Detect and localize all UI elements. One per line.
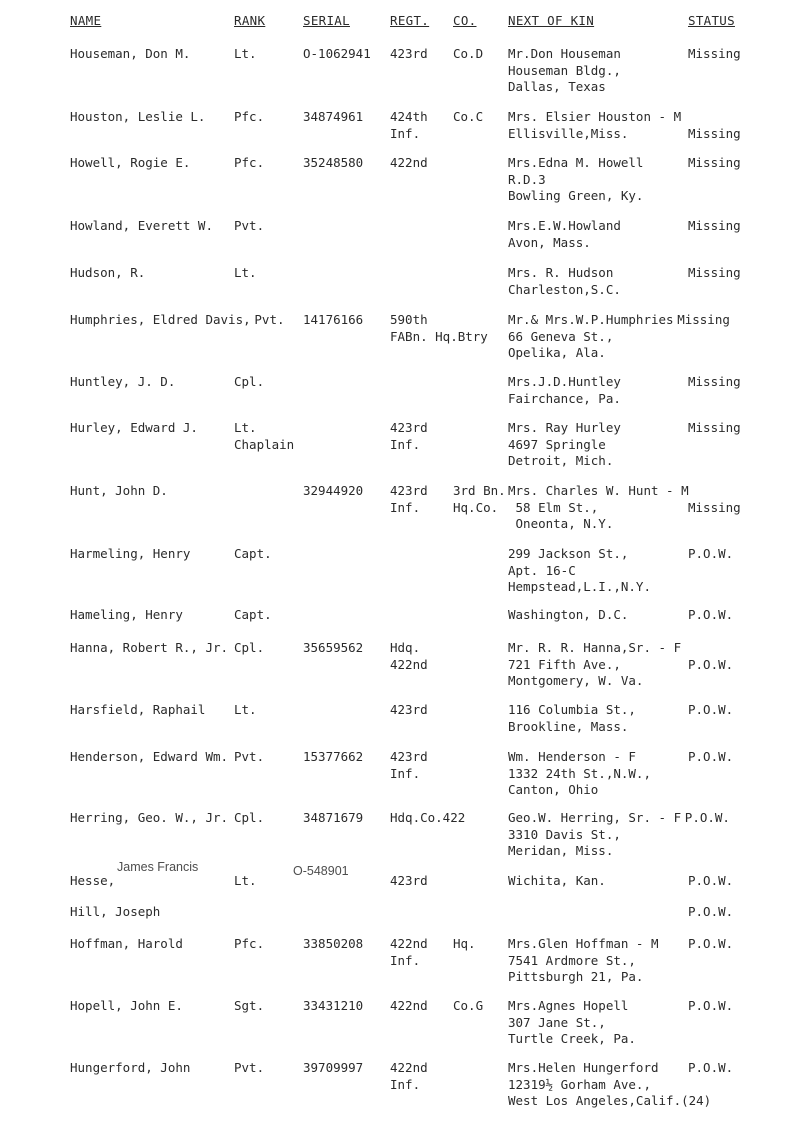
status-line: P.O.W. bbox=[688, 656, 734, 672]
kin-line: 4697 Springle bbox=[508, 436, 606, 452]
rank-line: Pvt. bbox=[254, 312, 285, 327]
cell-status bbox=[688, 374, 741, 391]
status-line: Missing bbox=[688, 374, 741, 389]
kin-line: Montgomery, W. Va. bbox=[508, 673, 644, 688]
rank-line: Pvt. bbox=[234, 1060, 265, 1075]
kin-line: Pittsburgh 21, Pa. bbox=[508, 969, 644, 984]
cell-status bbox=[688, 702, 733, 719]
cell-regt bbox=[390, 998, 428, 1015]
cell-name: Howland, Everett W. bbox=[70, 218, 213, 233]
cell-rank bbox=[234, 873, 257, 890]
status-line: P.O.W. bbox=[684, 810, 730, 825]
cell-status bbox=[688, 155, 741, 172]
cell-serial: 35659562 bbox=[303, 640, 364, 655]
kin-line: Dallas, Texas bbox=[508, 79, 606, 94]
cell-name: Houston, Leslie L. bbox=[70, 109, 206, 124]
cell-serial: 34874961 bbox=[303, 109, 364, 124]
kin-line: Oneonta, N.Y. bbox=[508, 516, 614, 531]
rank-line: Lt. bbox=[234, 46, 257, 61]
kin-line: Mrs.Helen Hungerford bbox=[508, 1060, 659, 1075]
cell-serial: 33850208 bbox=[303, 936, 364, 951]
cell-co bbox=[453, 998, 483, 1015]
kin-line: Mrs. Charles W. Hunt - M bbox=[508, 483, 689, 498]
kin-line: 721 Fifth Ave., bbox=[508, 656, 621, 672]
regt-line: Inf. bbox=[390, 952, 421, 968]
kin-line: Canton, Ohio bbox=[508, 782, 599, 797]
status-line bbox=[688, 109, 741, 126]
rank-line: Pfc. bbox=[234, 936, 265, 951]
status-line: P.O.W. bbox=[688, 749, 734, 764]
kin-line: 66 Geneva St., bbox=[508, 328, 614, 344]
kin-line: Apt. 16-C bbox=[508, 562, 576, 578]
cell-serial: 32944920 bbox=[303, 483, 364, 498]
handwritten-serial: O-548901 bbox=[293, 864, 349, 878]
cell-kin bbox=[508, 702, 636, 735]
cell-kin bbox=[508, 936, 659, 986]
regt-line: Inf. bbox=[390, 499, 421, 515]
kin-line: Opelika, Ala. bbox=[508, 345, 606, 360]
kin-line: Brookline, Mass. bbox=[508, 718, 629, 734]
cell-status bbox=[677, 312, 730, 329]
cell-serial: 39709997 bbox=[303, 1060, 364, 1075]
cell-status bbox=[688, 218, 741, 235]
rank-line: Chaplain bbox=[234, 436, 295, 452]
cell-serial: 14176166 bbox=[303, 312, 364, 327]
cell-kin bbox=[508, 607, 628, 624]
cell-regt bbox=[390, 810, 465, 827]
kin-line: Wm. Henderson - F bbox=[508, 749, 636, 764]
cell-status bbox=[688, 46, 741, 63]
cell-kin bbox=[508, 873, 606, 890]
rank-line: Cpl. bbox=[234, 374, 265, 389]
cell-status bbox=[688, 749, 733, 766]
regt-line: Inf. bbox=[390, 436, 421, 452]
cell-status bbox=[688, 607, 733, 624]
cell-regt bbox=[390, 312, 488, 345]
kin-line: Wichita, Kan. bbox=[508, 873, 606, 888]
regt-line: FABn. Hq.Btry bbox=[390, 328, 488, 344]
rank-line: Lt. bbox=[234, 702, 257, 717]
status-line: Missing bbox=[677, 312, 730, 327]
header-rank: RANK bbox=[234, 13, 266, 28]
cell-status bbox=[688, 873, 733, 890]
status-line: Missing bbox=[688, 420, 741, 435]
regt-line: 423rd bbox=[390, 749, 428, 764]
kin-line: Mrs.J.D.Huntley bbox=[508, 374, 621, 389]
kin-line: Mrs. R. Hudson bbox=[508, 265, 614, 280]
cell-regt bbox=[390, 936, 428, 969]
cell-name: Hanna, Robert R., Jr. bbox=[70, 640, 229, 655]
regt-line: 424th bbox=[390, 109, 428, 124]
cell-rank bbox=[234, 265, 257, 282]
status-line: P.O.W. bbox=[688, 873, 734, 888]
co-line: Hq.Co. bbox=[453, 499, 499, 515]
kin-line: Mrs.Glen Hoffman - M bbox=[508, 936, 659, 951]
status-line: P.O.W. bbox=[688, 904, 734, 919]
kin-line: 58 Elm St., bbox=[508, 499, 599, 515]
cell-name: Hurley, Edward J. bbox=[70, 420, 198, 435]
cell-status bbox=[688, 998, 733, 1015]
regt-line: 423rd bbox=[390, 483, 428, 498]
co-line: Co.C bbox=[453, 109, 484, 124]
cell-regt bbox=[390, 702, 428, 719]
kin-line: Bowling Green, Ky. bbox=[508, 188, 644, 203]
status-line: Missing bbox=[688, 265, 741, 280]
kin-line: Mr.Don Houseman bbox=[508, 46, 621, 61]
regt-line: Hdq.Co.422 bbox=[390, 810, 466, 825]
cell-regt bbox=[390, 420, 428, 453]
cell-kin bbox=[508, 109, 681, 142]
kin-line: Mrs. Ray Hurley bbox=[508, 420, 621, 435]
status-line: P.O.W. bbox=[688, 936, 734, 951]
cell-regt bbox=[390, 155, 428, 172]
cell-co bbox=[453, 109, 483, 126]
cell-status bbox=[688, 420, 741, 437]
cell-kin bbox=[508, 218, 621, 251]
regt-line: 423rd bbox=[390, 873, 428, 888]
rank-line: Cpl. bbox=[234, 810, 265, 825]
cell-status bbox=[685, 810, 730, 827]
kin-line: Mrs. Elsier Houston - M bbox=[508, 109, 682, 124]
kin-line: Geo.W. Herring, Sr. - F bbox=[508, 810, 682, 825]
kin-line: Meridan, Miss. bbox=[508, 843, 614, 858]
rank-line: Capt. bbox=[234, 546, 272, 561]
cell-status bbox=[688, 483, 741, 516]
cell-name: Harmeling, Henry bbox=[70, 546, 191, 561]
rank-line: Lt. bbox=[234, 873, 257, 888]
kin-line: Mr.& Mrs.W.P.Humphries bbox=[508, 312, 674, 327]
cell-name: Humphries, Eldred Davis, bbox=[70, 312, 251, 327]
rank-line: Pvt. bbox=[234, 749, 265, 764]
cell-kin bbox=[508, 810, 681, 860]
cell-name: Hill, Joseph bbox=[70, 904, 161, 919]
cell-name: Hudson, R. bbox=[70, 265, 146, 280]
header-next-of-kin: NEXT OF KIN bbox=[508, 13, 595, 28]
cell-serial: 35248580 bbox=[303, 155, 364, 170]
cell-name: Hesse, bbox=[70, 873, 116, 888]
cell-rank bbox=[234, 546, 272, 563]
kin-line: 1332 24th St.,N.W., bbox=[508, 765, 651, 781]
cell-rank bbox=[234, 998, 264, 1015]
cell-status bbox=[688, 265, 741, 282]
co-line: Hq. bbox=[453, 936, 476, 951]
cell-status bbox=[688, 1060, 733, 1077]
regt-line: 423rd bbox=[390, 420, 428, 435]
status-line bbox=[688, 640, 733, 657]
cell-rank bbox=[234, 810, 264, 827]
cell-status bbox=[688, 640, 733, 673]
cell-co bbox=[453, 936, 476, 953]
cell-regt bbox=[390, 749, 428, 782]
cell-kin bbox=[508, 312, 674, 362]
cell-name: Huntley, J. D. bbox=[70, 374, 176, 389]
kin-line: Mrs.Edna M. Howell bbox=[508, 155, 644, 170]
cell-regt bbox=[390, 46, 428, 63]
kin-line: Hempstead,L.I.,N.Y. bbox=[508, 579, 651, 594]
cell-regt bbox=[390, 1060, 428, 1093]
kin-line: Avon, Mass. bbox=[508, 234, 591, 250]
header-name: NAME bbox=[70, 13, 102, 28]
status-line: Missing bbox=[688, 46, 741, 61]
cell-name: Harsfield, Raphail bbox=[70, 702, 206, 717]
cell-kin bbox=[508, 155, 643, 205]
status-line: Missing bbox=[688, 499, 741, 515]
co-line: Co.D bbox=[453, 46, 484, 61]
cell-rank bbox=[234, 702, 257, 719]
handwritten-first-name: James Francis bbox=[117, 860, 199, 874]
cell-rank bbox=[234, 749, 264, 766]
cell-kin bbox=[508, 46, 621, 96]
cell-regt bbox=[390, 109, 428, 142]
cell-kin bbox=[508, 265, 621, 298]
kin-line: Mr. R. R. Hanna,Sr. - F bbox=[508, 640, 682, 655]
cell-rank bbox=[234, 46, 257, 63]
cell-rank bbox=[234, 218, 264, 235]
cell-kin bbox=[508, 1060, 711, 1110]
cell-kin bbox=[508, 483, 689, 533]
cell-name: Houseman, Don M. bbox=[70, 46, 191, 61]
cell-name: Howell, Rogie E. bbox=[70, 155, 191, 170]
kin-line: Turtle Creek, Pa. bbox=[508, 1031, 636, 1046]
header-serial: SERIAL bbox=[303, 13, 350, 28]
cell-co bbox=[453, 46, 483, 63]
kin-line: West Los Angeles,Calif.(24) bbox=[508, 1093, 712, 1108]
regt-line: Inf. bbox=[390, 765, 421, 781]
cell-rank bbox=[254, 312, 284, 329]
cell-rank bbox=[234, 374, 264, 391]
co-line: 3rd Bn. bbox=[453, 483, 506, 498]
cell-rank bbox=[234, 420, 294, 453]
regt-line: 422nd bbox=[390, 155, 428, 170]
rank-line: Pfc. bbox=[234, 155, 265, 170]
header-status: STATUS bbox=[688, 13, 735, 28]
status-line: P.O.W. bbox=[688, 702, 734, 717]
kin-line: Washington, D.C. bbox=[508, 607, 629, 622]
regt-line: 422nd bbox=[390, 998, 428, 1013]
kin-line: R.D.3 bbox=[508, 171, 546, 187]
rank-line: Pvt. bbox=[234, 218, 265, 233]
cell-rank bbox=[234, 1060, 264, 1077]
cell-name: Hameling, Henry bbox=[70, 607, 183, 622]
kin-line: Charleston,S.C. bbox=[508, 281, 621, 297]
kin-line: 7541 Ardmore St., bbox=[508, 952, 636, 968]
cell-kin bbox=[508, 998, 636, 1048]
rank-line: Pfc. bbox=[234, 109, 265, 124]
cell-kin bbox=[508, 420, 621, 470]
regt-line: 423rd bbox=[390, 46, 428, 61]
cell-status bbox=[688, 109, 741, 142]
status-line: P.O.W. bbox=[688, 998, 734, 1013]
kin-line: Fairchance, Pa. bbox=[508, 390, 621, 406]
cell-regt bbox=[390, 640, 428, 673]
kin-line: 12319½ Gorham Ave., bbox=[508, 1076, 651, 1092]
cell-serial: 15377662 bbox=[303, 749, 364, 764]
status-line: P.O.W. bbox=[688, 546, 734, 561]
kin-line: Ellisville,Miss. bbox=[508, 125, 629, 141]
regt-line: 422nd bbox=[390, 936, 428, 951]
cell-rank bbox=[234, 155, 264, 172]
cell-co bbox=[453, 483, 506, 516]
cell-name: Hoffman, Harold bbox=[70, 936, 183, 951]
regt-line: 423rd bbox=[390, 702, 428, 717]
rank-line: Lt. bbox=[234, 265, 257, 280]
cell-name: Henderson, Edward Wm. bbox=[70, 749, 229, 764]
kin-line: 299 Jackson St., bbox=[508, 546, 629, 561]
kin-line: Mrs.E.W.Howland bbox=[508, 218, 621, 233]
cell-name: Hopell, John E. bbox=[70, 998, 183, 1013]
regt-line: Inf. bbox=[390, 125, 421, 141]
cell-status bbox=[688, 546, 733, 563]
kin-line: 116 Columbia St., bbox=[508, 702, 636, 717]
cell-serial: 33431210 bbox=[303, 998, 364, 1013]
regt-line: 590th bbox=[390, 312, 428, 327]
rank-line: Lt. bbox=[234, 420, 257, 435]
header-regt: REGT. bbox=[390, 13, 430, 28]
status-line: Missing bbox=[688, 218, 741, 233]
cell-kin bbox=[508, 749, 651, 799]
regt-line: 422nd bbox=[390, 1060, 428, 1075]
regt-line: 422nd bbox=[390, 656, 428, 672]
cell-rank bbox=[234, 640, 264, 657]
cell-rank bbox=[234, 607, 272, 624]
cell-kin bbox=[508, 546, 651, 596]
co-line: Co.G bbox=[453, 998, 484, 1013]
status-line bbox=[688, 483, 741, 500]
status-line: Missing bbox=[688, 125, 741, 141]
rank-line: Cpl. bbox=[234, 640, 265, 655]
status-line: P.O.W. bbox=[688, 607, 734, 622]
rank-line: Capt. bbox=[234, 607, 272, 622]
cell-kin bbox=[508, 374, 621, 407]
header-co: CO. bbox=[453, 13, 477, 28]
cell-status bbox=[688, 936, 733, 953]
cell-serial: O-1062941 bbox=[303, 46, 371, 61]
cell-name: Hungerford, John bbox=[70, 1060, 191, 1075]
cell-kin bbox=[508, 640, 681, 690]
regt-line: Hdq. bbox=[390, 640, 421, 655]
cell-name: Herring, Geo. W., Jr. bbox=[70, 810, 229, 825]
cell-rank bbox=[234, 109, 264, 126]
regt-line: Inf. bbox=[390, 1076, 421, 1092]
cell-status bbox=[688, 904, 733, 921]
kin-line: 3310 Davis St., bbox=[508, 826, 621, 842]
cell-name: Hunt, John D. bbox=[70, 483, 168, 498]
cell-rank bbox=[234, 936, 264, 953]
kin-line: 307 Jane St., bbox=[508, 1014, 606, 1030]
rank-line: Sgt. bbox=[234, 998, 265, 1013]
kin-line: Mrs.Agnes Hopell bbox=[508, 998, 629, 1013]
cell-regt bbox=[390, 873, 428, 890]
cell-serial: 34871679 bbox=[303, 810, 364, 825]
cell-regt bbox=[390, 483, 428, 516]
kin-line: Houseman Bldg., bbox=[508, 62, 621, 78]
kin-line: Detroit, Mich. bbox=[508, 453, 614, 468]
status-line: Missing bbox=[688, 155, 741, 170]
status-line: P.O.W. bbox=[688, 1060, 734, 1075]
